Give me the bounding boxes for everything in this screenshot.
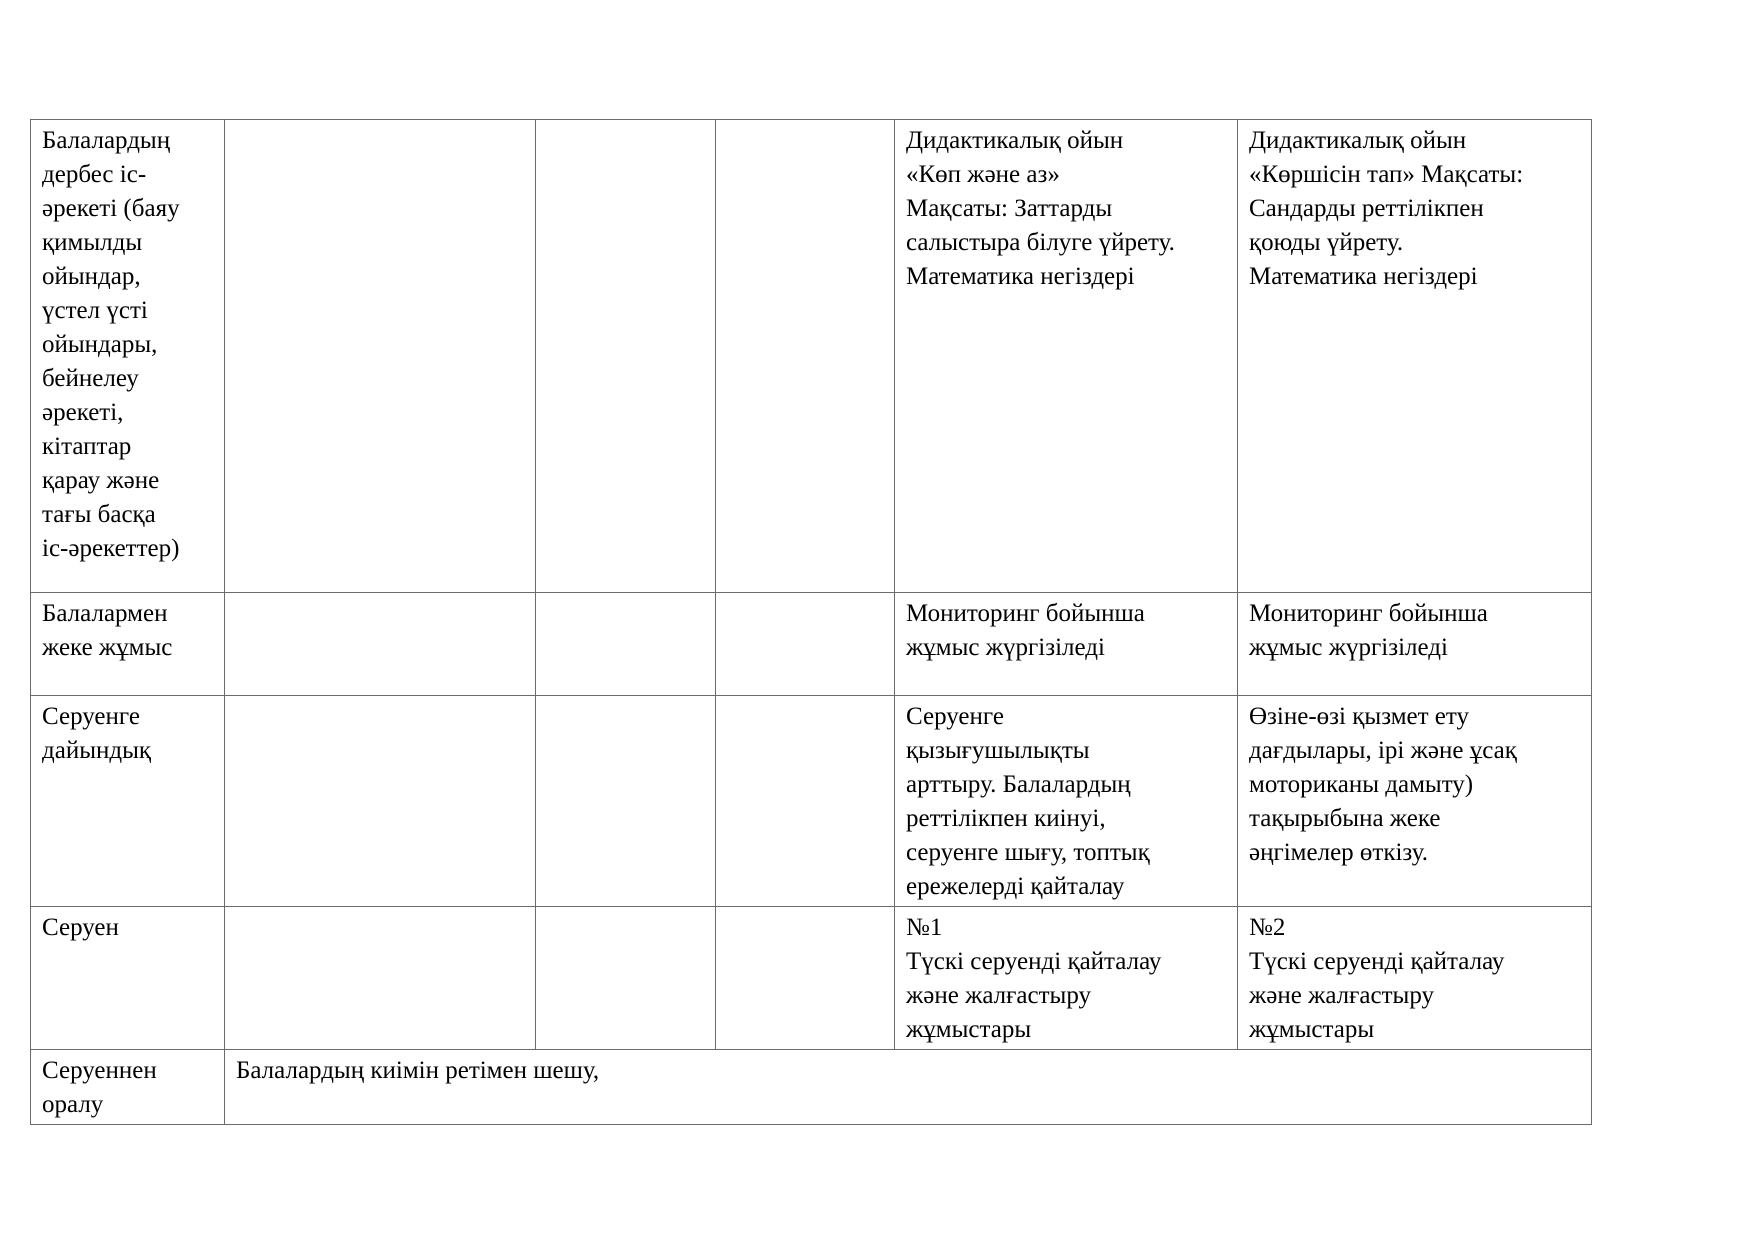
schedule-table — [30, 119, 1592, 1125]
table-cell: Мониторинг бойынша жұмыс жүргізіледі — [1238, 593, 1592, 696]
row-label-cell: Серуеннен оралу — [31, 1050, 225, 1125]
table-cell — [716, 593, 895, 696]
table-cell — [536, 120, 716, 593]
table-cell — [225, 120, 536, 593]
table-cell — [716, 907, 895, 1050]
table-cell — [716, 696, 895, 907]
row-label-cell: Серуен — [31, 907, 225, 1050]
table-cell — [536, 696, 716, 907]
row-label-cell: Балалардың дербес іс- әрекеті (баяу қимылды ойындар, үстел үсті ойындары, бейнелеу әрекеті, кітаптар қарау және тағы басқа іс-әрекеттер) — [31, 120, 225, 593]
table-cell: Дидактикалық ойын «Көп және аз» Мақсаты: Заттарды салыстыра білуге үйрету. Математика негіздері — [895, 120, 1238, 593]
merged-table-cell: Балалардың киімін ретімен шешу, — [225, 1050, 1592, 1125]
table-row — [31, 696, 1592, 907]
table-cell: №1 Түскі серуенді қайталау және жалғастыру жұмыстары — [895, 907, 1238, 1050]
table-cell — [225, 907, 536, 1050]
table-cell: Мониторинг бойынша жұмыс жүргізіледі — [895, 593, 1238, 696]
table-cell: Серуенге қызығушылықты арттыру. Балалардың реттілікпен киінуі, серуенге шығу, топтық ережелерді қайталау — [895, 696, 1238, 907]
row-label-cell: Балалармен жеке жұмыс — [31, 593, 225, 696]
table-cell: №2 Түскі серуенді қайталау және жалғастыру жұмыстары — [1238, 907, 1592, 1050]
table-cell: Өзіне-өзі қызмет ету дағдылары, ірі және ұсақ моториканы дамыту) тақырыбына жеке әңгімелер өткізу. — [1238, 696, 1592, 907]
table-row — [31, 1050, 1592, 1125]
table-cell — [225, 593, 536, 696]
table-row — [31, 593, 1592, 696]
table-cell: Дидактикалық ойын «Көршісін тап» Мақсаты: Сандарды реттілікпен қоюды үйрету. Математика негіздері — [1238, 120, 1592, 593]
table-cell — [536, 907, 716, 1050]
table-row — [31, 120, 1592, 593]
row-label-cell: Серуенге дайындық — [31, 696, 225, 907]
table-row — [31, 907, 1592, 1050]
table-cell — [716, 120, 895, 593]
table-cell — [536, 593, 716, 696]
table-cell — [225, 696, 536, 907]
